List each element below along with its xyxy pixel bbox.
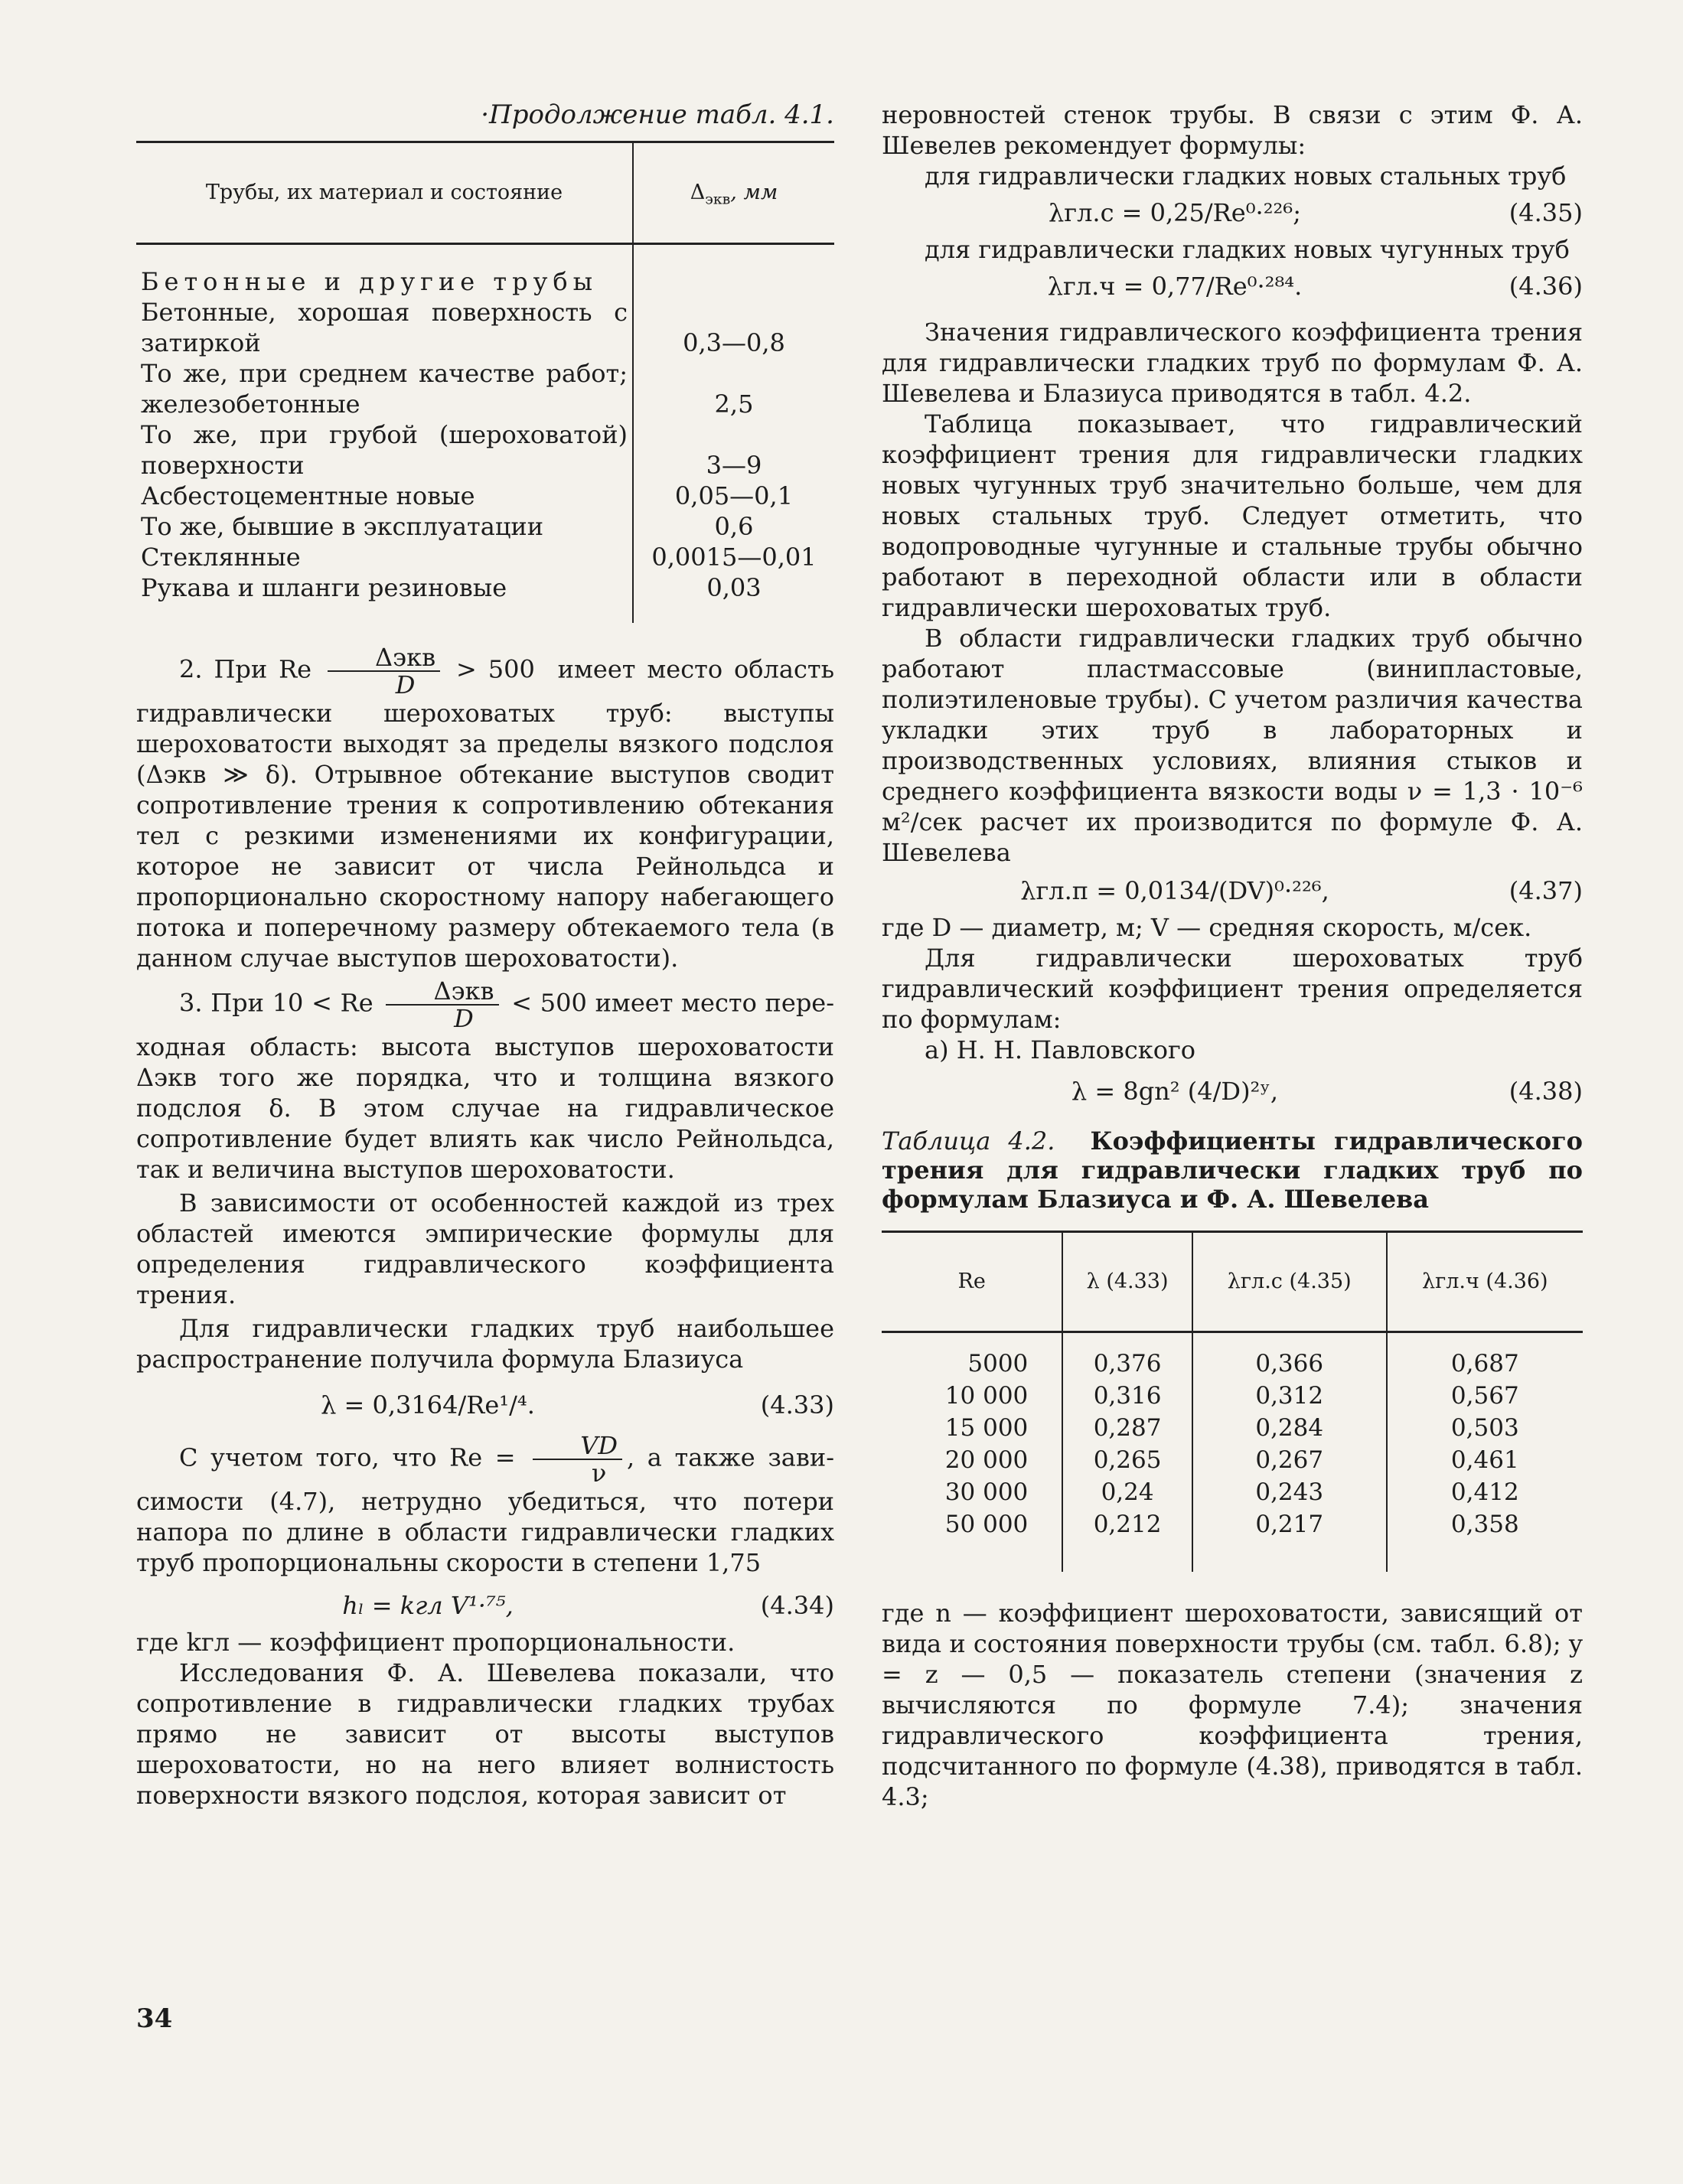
roughness-cell: 2,5 bbox=[633, 358, 834, 419]
table-4-2-cell: 50 000 bbox=[944, 1511, 1029, 1538]
table-4-2-cell: 0,312 bbox=[1192, 1380, 1387, 1412]
table-4-2-cell: 0,461 bbox=[1387, 1444, 1583, 1476]
table-4-2-cell: 5000 bbox=[967, 1350, 1029, 1377]
table-4-2-cell: 30 000 bbox=[944, 1478, 1029, 1506]
right-column bbox=[882, 99, 1583, 1812]
table-4-2-cell: 0,503 bbox=[1387, 1412, 1583, 1444]
table-4-2-cell: 0,287 bbox=[1062, 1412, 1192, 1444]
paragraph-2: 2. При Re $\frac{\text{Δэкв}}{D}$ > 500 имеет место область гидравлически шероховатых труб: выступы шероховатости выходят за пределы вязкого подслоя (Δэкв ≫ δ). Отрывное обтекание выступов сводит сопротивление трения к сопротивлению обтекания тел с резкими изменениями их конфигурации, которое не зависит от числа Рейнольдса и пропорционально скоростному напору набегающего потока и поперечному размеру обтекаемого тела (в данном случае выступов шероховатости). bbox=[136, 643, 835, 973]
table-4-2-cell: 10 000 bbox=[944, 1382, 1029, 1410]
table-4-2-row bbox=[882, 1476, 1583, 1508]
right-paragraph-5: Таблица показывает, что гидравлический коэффициент трения для гидравлически гладких новых чугунных труб значительно больше, чем для новых стальных труб. Следует отметить, что водопроводные чугунные и стальные трубы обычно работают в переходной области или в области гидравлически шероховатых труб. bbox=[882, 409, 1583, 622]
table-4-2-cell: 0,24 bbox=[1062, 1476, 1192, 1508]
roughness-cell: 0,05—0,1 bbox=[633, 481, 834, 511]
fraction-vd-over-nu: $\frac{VD}{\nu}$ bbox=[533, 1433, 622, 1486]
table-continuation-caption: ·Продолжение табл. 4.1. bbox=[481, 99, 834, 130]
right-paragraph-4: Значения гидравлического коэффициента трения для гидравлически гладких труб по формулам Ф. А. Шевелева и Блазиуса приводятся в табл. 4.2. bbox=[882, 318, 1583, 408]
paragraph-8: Исследования Ф. А. Шевелева показали, что сопротивление в гидравлически гладких трубах прямо не зависит от высоты выступов шероховатости, но на него влияет волнистость поверхности вязкого подслоя, которая зависит от bbox=[136, 1658, 834, 1810]
table-4-2-header: Re bbox=[882, 1232, 1062, 1332]
table-4-2-cell: 20 000 bbox=[944, 1446, 1029, 1474]
paragraph-6: С учетом того, что Re = $\frac{VD}{\nu}$ , а также зави- симости (4.7), нетрудно убедиться, что потери напора по длине в области гидравлически гладких труб пропорциональны скорости в степени 1,75 bbox=[136, 1431, 835, 1577]
table-4-2-row bbox=[882, 1444, 1583, 1476]
table-4-2-row bbox=[882, 1332, 1583, 1380]
table-4-2-row bbox=[882, 1380, 1583, 1412]
right-paragraph-9: а) Н. Н. Павловского bbox=[925, 1035, 1196, 1064]
roughness-cell: 3—9 bbox=[633, 419, 834, 481]
table-4-2-cell: 0,284 bbox=[1192, 1412, 1387, 1444]
material-cell: То же, при грубой (шероховатой) поверхности bbox=[141, 420, 628, 480]
table-4-2-cell: 15 000 bbox=[944, 1414, 1029, 1442]
table-4-2-cell: 0,358 bbox=[1387, 1508, 1583, 1572]
table-row bbox=[136, 481, 834, 511]
formula-4-36: λгл.ч = 0,77/Re⁰·²⁸⁴. (4.36) bbox=[1047, 272, 1583, 301]
right-paragraph-2: для гидравлически гладких новых стальных труб bbox=[925, 161, 1567, 191]
roughness-cell: 0,3—0,8 bbox=[633, 297, 834, 358]
paragraph-5: Для гидравлически гладких труб наибольшее распространение получила формула Блазиуса bbox=[136, 1314, 834, 1374]
formula-4-35: λгл.с = 0,25/Re⁰·²²⁶; (4.35) bbox=[1049, 198, 1583, 227]
table-row bbox=[136, 419, 834, 481]
table-4-2-cell: 0,243 bbox=[1192, 1476, 1387, 1508]
page-number: 34 bbox=[136, 2003, 173, 2034]
table-4-2-cell: 0,316 bbox=[1062, 1380, 1192, 1412]
table-row bbox=[136, 511, 834, 542]
table-row bbox=[136, 572, 834, 623]
table-4-2-row bbox=[882, 1412, 1583, 1444]
table-4-2-caption: Таблица 4.2. Коэффициенты гидравлического трения для гидравлически гладких труб по формулам Блазиуса и Ф. А. Шевелева bbox=[882, 1126, 1583, 1214]
right-paragraph-3: для гидравлически гладких новых чугунных труб bbox=[925, 235, 1570, 264]
table-4-2-cell: 0,212 bbox=[1062, 1508, 1192, 1572]
roughness-cell: 0,03 bbox=[633, 572, 834, 623]
table-4-2-cell: 0,366 bbox=[1192, 1332, 1387, 1380]
table-header-roughness: $\Delta_{экв}$, мм bbox=[633, 142, 834, 244]
right-paragraph-7: где D — диаметр, м; V — средняя скорость, м/сек. bbox=[882, 913, 1532, 942]
material-cell: То же, бывшие в эксплуатации bbox=[141, 512, 544, 541]
material-cell: Асбестоцементные новые bbox=[141, 481, 475, 510]
fraction-delta-over-d-2: $\frac{\text{Δэкв}}{D}$ bbox=[386, 978, 498, 1032]
table-4-2-cell: 0,217 bbox=[1192, 1508, 1387, 1572]
right-paragraph-1: неровностей стенок трубы. В связи с этим Ф. А. Шевелев рекомендует формулы: bbox=[882, 100, 1583, 160]
paragraph-7: где kгл — коэффициент пропорциональности. bbox=[136, 1628, 735, 1657]
material-cell: Рукава и шланги резиновые bbox=[141, 573, 507, 602]
table-section-title: Бетонные и другие трубы bbox=[141, 267, 599, 296]
material-cell: Бетонные, хорошая поверхность с затиркой bbox=[141, 298, 628, 357]
fraction-delta-over-d: $\frac{\text{Δэкв}}{D}$ bbox=[328, 644, 440, 698]
table-row bbox=[136, 297, 834, 358]
formula-4-37: λгл.п = 0,0134/(DV)⁰·²²⁶, (4.37) bbox=[1020, 876, 1583, 905]
paragraph-4: В зависимости от особенностей каждой из трех областей имеются эмпирические формулы для определения гидравлического коэффициента трения. bbox=[136, 1188, 834, 1309]
material-cell: Стеклянные bbox=[141, 543, 301, 572]
table-4-2-cell: 0,567 bbox=[1387, 1380, 1583, 1412]
table-4-2-cell: 0,412 bbox=[1387, 1476, 1583, 1508]
material-cell: То же, при среднем качестве работ; железобетонные bbox=[141, 359, 628, 419]
right-paragraph-8: Для гидравлически шероховатых труб гидравлический коэффициент трения определяется по формулам: bbox=[882, 944, 1583, 1034]
table-4-2-cell: 0,376 bbox=[1062, 1332, 1192, 1380]
table-4-2-header: λгл.с (4.35) bbox=[1192, 1232, 1387, 1332]
table-4-2-cell: 0,267 bbox=[1192, 1444, 1387, 1476]
table-row bbox=[136, 358, 834, 419]
formula-4-38: λ = 8gn² (4/D)²ʸ, (4.38) bbox=[1071, 1077, 1583, 1106]
table-4-2-cell: 0,687 bbox=[1387, 1332, 1583, 1380]
roughness-cell: 0,0015—0,01 bbox=[633, 542, 834, 572]
right-paragraph-10: где n — коэффициент шероховатости, зависящий от вида и состояния поверхности трубы (см. табл. 6.8); y = z — 0,5 — показатель степени (значения z вычисляются по формуле 7.4); значения гидравлического коэффициента трения, подсчитанного по формуле (4.38), приводятся в табл. 4.3; bbox=[882, 1599, 1583, 1811]
formula-4-34: hₗ = kгл V¹·⁷⁵, (4.34) bbox=[342, 1591, 834, 1620]
table-4-2-row bbox=[882, 1508, 1583, 1572]
table-4-2 bbox=[882, 1231, 1583, 1572]
table-4-2-header: λ (4.33) bbox=[1062, 1232, 1192, 1332]
left-column bbox=[136, 99, 834, 1811]
table-row bbox=[136, 542, 834, 572]
right-paragraph-6: В области гидравлически гладких труб обычно работают пластмассовые (винипластовые, полиэтиленовые трубы). С учетом различия качества укладки этих труб в лабораторных и производственных условиях, влияния стыков и среднего коэффициента вязкости воды ν = 1,3 · 10⁻⁶ м²/сек расчет их производится по формуле Ф. А. Шевелева bbox=[882, 624, 1583, 867]
table-header-material: Трубы, их материал и состояние bbox=[136, 142, 633, 244]
formula-4-33: λ = 0,3164/Re¹/⁴. (4.33) bbox=[321, 1390, 834, 1420]
table-4-1-continuation bbox=[136, 141, 834, 623]
table-4-2-cell: 0,265 bbox=[1062, 1444, 1192, 1476]
table-4-2-header: λгл.ч (4.36) bbox=[1387, 1232, 1583, 1332]
roughness-cell: 0,6 bbox=[633, 511, 834, 542]
paragraph-3: 3. При 10 < Re $\frac{\text{Δэкв}}{D}$ < 500 имеет место пере- ходная область: высота выступов шероховатости Δэкв того же порядка, что и толщина вязкого подслоя δ. В этом случае на гидравлическое сопротивление будет влиять как число Рейнольдса, так и величина выступов шероховатости. bbox=[136, 976, 835, 1184]
